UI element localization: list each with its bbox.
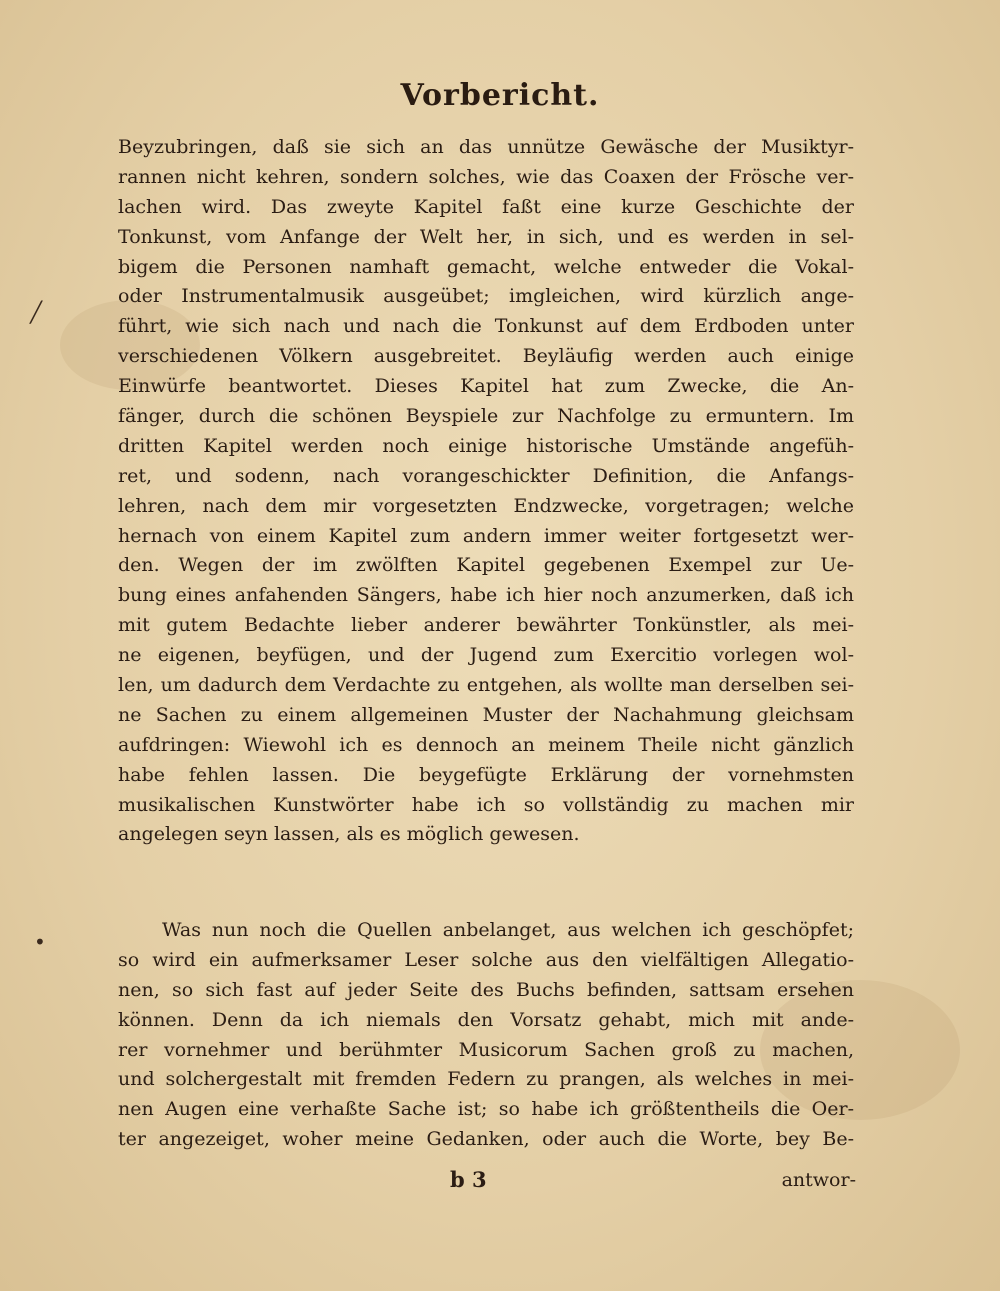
- text-line: führt, wie sich nach und nach die Tonkunst auf dem Erdboden unter: [118, 315, 854, 338]
- text-line: dritten Kapitel werden noch einige historische Umstände angefüh-: [118, 434, 854, 457]
- text-line: rannen nicht kehren, sondern solches, wie das Coaxen der Frösche ver-: [118, 165, 854, 188]
- text-line: habe fehlen lassen. Die beygefügte Erklärung der vornehmsten: [118, 763, 854, 786]
- signature-mark: b 3: [450, 1167, 487, 1192]
- text-line: ne Sachen zu einem allgemeinen Muster der Nachahmung gleichsam: [118, 703, 854, 726]
- text-line: können. Denn da ich niemals den Vorsatz gehabt, mich mit ande-: [118, 1008, 854, 1031]
- text-line: oder Instrumentalmusik ausgeübet; imgleichen, wird kürzlich ange-: [118, 285, 854, 308]
- text-line: Was nun noch die Quellen anbelanget, aus welchen ich geschöpfet;: [162, 919, 854, 941]
- text-line: und solchergestalt mit fremden Federn zu prangen, als welches in mei-: [118, 1068, 854, 1091]
- text-line: aufdringen: Wiewohl ich es dennoch an meinem Theile nicht gänzlich: [118, 733, 854, 756]
- text-line: nen, so sich fast auf jeder Seite des Buchs befinden, sattsam ersehen: [118, 978, 854, 1001]
- catchword: antwor-: [781, 1169, 856, 1191]
- page-header: Vorbericht.: [400, 78, 600, 113]
- text-line: len, um dadurch dem Verdachte zu entgehen, als wollte man derselben sei-: [118, 674, 854, 697]
- text-line: so wird ein aufmerksamer Leser solche aus den vielfältigen Allegatio-: [118, 948, 854, 971]
- text-line: bigem die Personen namhaft gemacht, welche entweder die Vokal-: [118, 255, 854, 278]
- text-line: lachen wird. Das zweyte Kapitel faßt eine kurze Geschichte der: [118, 195, 854, 218]
- text-line: hernach von einem Kapitel zum andern immer weiter fortgesetzt wer-: [118, 524, 854, 547]
- text-line: Einwürfe beantwortet. Dieses Kapitel hat zum Zwecke, die An-: [118, 375, 854, 398]
- margin-mark: ╱: [30, 300, 43, 324]
- text-line: ret, und sodenn, nach vorangeschickter Definition, die Anfangs-: [118, 464, 854, 487]
- paragraph-2: [118, 916, 854, 1155]
- text-line: Beyzubringen, daß sie sich an das unnütze Gewäsche der Musiktyr-: [118, 136, 854, 158]
- text-line: Tonkunst, vom Anfange der Welt her, in sich, und es werden in sel-: [118, 225, 854, 248]
- text-line: nen Augen eine verhaßte Sache ist; so habe ich größtentheils die Oer-: [118, 1098, 854, 1121]
- text-line: ne eigenen, beyfügen, und der Jugend zum Exercitio vorlegen wol-: [118, 644, 854, 667]
- text-line: angelegen seyn lassen, als es möglich gewesen.: [118, 823, 580, 846]
- text-line: rer vornehmer und berühmter Musicorum Sachen groß zu machen,: [118, 1038, 854, 1061]
- text-line: den. Wegen der im zwölften Kapitel gegebenen Exempel zur Ue-: [118, 554, 854, 577]
- text-line: ter angezeiget, woher meine Gedanken, oder auch die Worte, bey Be-: [118, 1128, 854, 1151]
- text-line: lehren, nach dem mir vorgesetzten Endzwecke, vorgetragen; welche: [118, 494, 854, 517]
- text-line: musikalischen Kunstwörter habe ich so vollständig zu machen mir: [118, 793, 854, 816]
- text-line: mit gutem Bedachte lieber anderer bewährter Tonkünstler, als mei-: [118, 614, 854, 637]
- text-line: fänger, durch die schönen Beyspiele zur Nachfolge zu ermuntern. Im: [118, 405, 854, 428]
- paragraph-1: [118, 133, 854, 850]
- text-line: verschiedenen Völkern ausgebreitet. Beyläufig werden auch einige: [118, 345, 854, 368]
- margin-bullet: •: [34, 930, 46, 954]
- text-line: bung eines anfahenden Sängers, habe ich hier noch anzumerken, daß ich: [118, 584, 854, 607]
